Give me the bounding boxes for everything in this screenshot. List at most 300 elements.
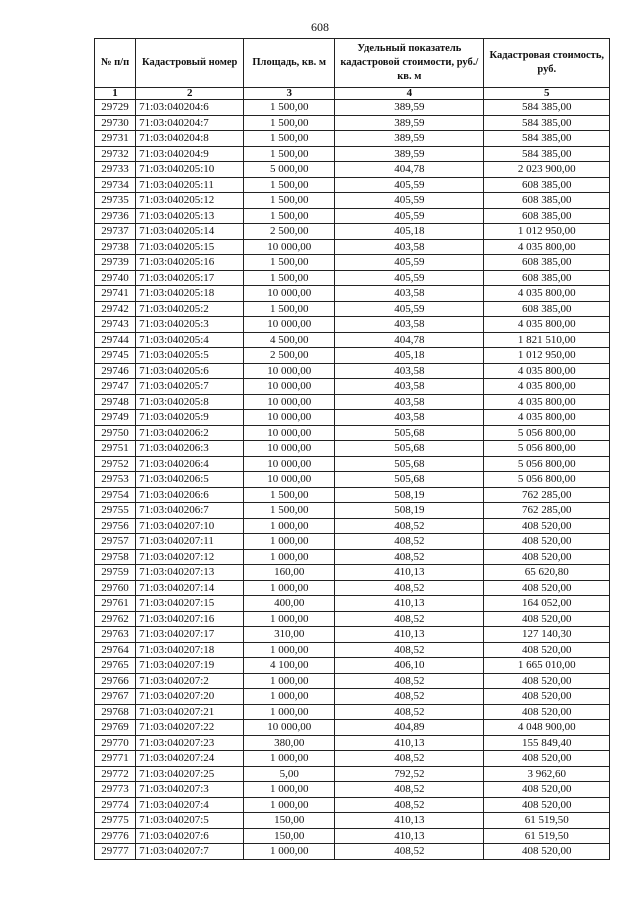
table-row xyxy=(95,580,610,596)
cadastral-number-cell: 71:03:040205:2 xyxy=(136,301,244,317)
table-row xyxy=(95,642,610,658)
cadastral-number-cell: 71:03:040206:3 xyxy=(136,441,244,457)
cadastral-value-cell: 61 519,50 xyxy=(484,828,610,844)
specific-value-cell: 408,52 xyxy=(335,611,484,627)
table-row xyxy=(95,487,610,503)
specific-value-cell: 389,59 xyxy=(335,115,484,131)
specific-value-cell: 505,68 xyxy=(335,456,484,472)
area-cell: 1 500,00 xyxy=(244,301,335,317)
cadastral-value-cell: 61 519,50 xyxy=(484,813,610,829)
row-number-cell: 29770 xyxy=(95,735,136,751)
area-cell: 1 500,00 xyxy=(244,193,335,209)
table-row xyxy=(95,782,610,798)
specific-value-cell: 403,58 xyxy=(335,410,484,426)
row-number-cell: 29732 xyxy=(95,146,136,162)
row-number-cell: 29742 xyxy=(95,301,136,317)
area-cell: 4 100,00 xyxy=(244,658,335,674)
table-row xyxy=(95,627,610,643)
cadastral-value-cell: 608 385,00 xyxy=(484,270,610,286)
cadastral-value-cell: 4 035 800,00 xyxy=(484,317,610,333)
area-cell: 160,00 xyxy=(244,565,335,581)
row-number-cell: 29733 xyxy=(95,162,136,178)
table-row xyxy=(95,720,610,736)
row-number-cell: 29758 xyxy=(95,549,136,565)
area-cell: 2 500,00 xyxy=(244,348,335,364)
table-row xyxy=(95,611,610,627)
specific-value-cell: 405,59 xyxy=(335,193,484,209)
cadastral-value-cell: 608 385,00 xyxy=(484,255,610,271)
specific-value-cell: 408,52 xyxy=(335,534,484,550)
table-row xyxy=(95,348,610,364)
cadastral-number-cell: 71:03:040207:24 xyxy=(136,751,244,767)
cadastral-value-cell: 584 385,00 xyxy=(484,146,610,162)
area-cell: 380,00 xyxy=(244,735,335,751)
cadastral-number-cell: 71:03:040205:10 xyxy=(136,162,244,178)
area-cell: 1 500,00 xyxy=(244,177,335,193)
area-cell: 1 500,00 xyxy=(244,208,335,224)
area-cell: 1 000,00 xyxy=(244,642,335,658)
area-cell: 1 500,00 xyxy=(244,146,335,162)
table-row xyxy=(95,239,610,255)
table-row xyxy=(95,441,610,457)
cadastral-value-cell: 762 285,00 xyxy=(484,503,610,519)
table-row xyxy=(95,100,610,116)
row-number-cell: 29739 xyxy=(95,255,136,271)
specific-value-cell: 403,58 xyxy=(335,286,484,302)
header-area: Площадь, кв. м xyxy=(244,39,335,88)
table-row xyxy=(95,410,610,426)
cadastral-value-cell: 408 520,00 xyxy=(484,782,610,798)
row-number-cell: 29759 xyxy=(95,565,136,581)
area-cell: 1 500,00 xyxy=(244,255,335,271)
area-cell: 10 000,00 xyxy=(244,317,335,333)
specific-value-cell: 505,68 xyxy=(335,425,484,441)
specific-value-cell: 792,52 xyxy=(335,766,484,782)
row-number-cell: 29768 xyxy=(95,704,136,720)
cadastral-value-cell: 408 520,00 xyxy=(484,580,610,596)
area-cell: 10 000,00 xyxy=(244,239,335,255)
area-cell: 1 000,00 xyxy=(244,689,335,705)
row-number-cell: 29775 xyxy=(95,813,136,829)
row-number-cell: 29766 xyxy=(95,673,136,689)
table-row xyxy=(95,813,610,829)
table-row xyxy=(95,363,610,379)
cadastral-value-cell: 5 056 800,00 xyxy=(484,456,610,472)
row-number-cell: 29767 xyxy=(95,689,136,705)
table-row xyxy=(95,549,610,565)
row-number-cell: 29744 xyxy=(95,332,136,348)
area-cell: 1 500,00 xyxy=(244,115,335,131)
cadastral-number-cell: 71:03:040207:23 xyxy=(136,735,244,751)
cadastral-value-cell: 408 520,00 xyxy=(484,704,610,720)
table-row xyxy=(95,286,610,302)
cadastral-number-cell: 71:03:040207:6 xyxy=(136,828,244,844)
row-number-cell: 29730 xyxy=(95,115,136,131)
cadastral-number-cell: 71:03:040206:7 xyxy=(136,503,244,519)
specific-value-cell: 404,78 xyxy=(335,162,484,178)
cadastral-value-cell: 584 385,00 xyxy=(484,131,610,147)
specific-value-cell: 404,78 xyxy=(335,332,484,348)
table-row xyxy=(95,131,610,147)
table-row xyxy=(95,208,610,224)
table-row xyxy=(95,704,610,720)
specific-value-cell: 389,59 xyxy=(335,146,484,162)
column-number: 3 xyxy=(244,88,335,100)
table-row xyxy=(95,193,610,209)
cadastral-value-cell: 127 140,30 xyxy=(484,627,610,643)
cadastral-value-cell: 65 620,80 xyxy=(484,565,610,581)
row-number-cell: 29755 xyxy=(95,503,136,519)
table-row xyxy=(95,658,610,674)
specific-value-cell: 408,52 xyxy=(335,844,484,860)
specific-value-cell: 405,18 xyxy=(335,348,484,364)
table-row xyxy=(95,394,610,410)
cadastral-number-cell: 71:03:040207:16 xyxy=(136,611,244,627)
specific-value-cell: 403,58 xyxy=(335,317,484,333)
area-cell: 1 000,00 xyxy=(244,782,335,798)
specific-value-cell: 404,89 xyxy=(335,720,484,736)
column-number: 1 xyxy=(95,88,136,100)
cadastral-value-cell: 608 385,00 xyxy=(484,193,610,209)
table-row xyxy=(95,689,610,705)
cadastral-number-cell: 71:03:040206:4 xyxy=(136,456,244,472)
specific-value-cell: 408,52 xyxy=(335,782,484,798)
page-number: 608 xyxy=(311,20,329,34)
header-cadastral-value: Кадастровая стоимость, руб. xyxy=(484,39,610,88)
area-cell: 2 500,00 xyxy=(244,224,335,240)
cadastral-value-cell: 608 385,00 xyxy=(484,177,610,193)
row-number-cell: 29752 xyxy=(95,456,136,472)
cadastral-number-cell: 71:03:040205:14 xyxy=(136,224,244,240)
table-row xyxy=(95,844,610,860)
cadastral-number-cell: 71:03:040204:7 xyxy=(136,115,244,131)
specific-value-cell: 508,19 xyxy=(335,487,484,503)
header-cadastral-number: Кадастровый номер xyxy=(136,39,244,88)
area-cell: 1 500,00 xyxy=(244,131,335,147)
cadastral-value-cell: 5 056 800,00 xyxy=(484,425,610,441)
area-cell: 10 000,00 xyxy=(244,394,335,410)
cadastral-number-cell: 71:03:040205:17 xyxy=(136,270,244,286)
area-cell: 1 000,00 xyxy=(244,704,335,720)
table-row xyxy=(95,751,610,767)
specific-value-cell: 408,52 xyxy=(335,751,484,767)
specific-value-cell: 408,52 xyxy=(335,642,484,658)
header-row xyxy=(95,39,610,88)
area-cell: 10 000,00 xyxy=(244,410,335,426)
area-cell: 150,00 xyxy=(244,828,335,844)
cadastral-number-cell: 71:03:040207:19 xyxy=(136,658,244,674)
specific-value-cell: 408,52 xyxy=(335,549,484,565)
row-number-cell: 29734 xyxy=(95,177,136,193)
row-number-cell: 29743 xyxy=(95,317,136,333)
specific-value-cell: 505,68 xyxy=(335,441,484,457)
row-number-cell: 29738 xyxy=(95,239,136,255)
table-row xyxy=(95,503,610,519)
table-row xyxy=(95,255,610,271)
specific-value-cell: 403,58 xyxy=(335,379,484,395)
table-row xyxy=(95,317,610,333)
cadastral-number-cell: 71:03:040204:8 xyxy=(136,131,244,147)
area-cell: 5 000,00 xyxy=(244,162,335,178)
row-number-cell: 29772 xyxy=(95,766,136,782)
column-number: 2 xyxy=(136,88,244,100)
row-number-cell: 29747 xyxy=(95,379,136,395)
cadastral-number-cell: 71:03:040205:4 xyxy=(136,332,244,348)
cadastral-value-cell: 408 520,00 xyxy=(484,611,610,627)
specific-value-cell: 508,19 xyxy=(335,503,484,519)
table-row xyxy=(95,270,610,286)
cadastral-number-cell: 71:03:040205:5 xyxy=(136,348,244,364)
area-cell: 1 000,00 xyxy=(244,751,335,767)
specific-value-cell: 408,52 xyxy=(335,797,484,813)
cadastral-value-cell: 4 035 800,00 xyxy=(484,286,610,302)
table-row xyxy=(95,797,610,813)
table-row xyxy=(95,518,610,534)
row-number-cell: 29741 xyxy=(95,286,136,302)
cadastral-number-cell: 71:03:040207:21 xyxy=(136,704,244,720)
cadastral-number-cell: 71:03:040207:13 xyxy=(136,565,244,581)
cadastral-number-cell: 71:03:040207:10 xyxy=(136,518,244,534)
cadastral-number-cell: 71:03:040206:5 xyxy=(136,472,244,488)
cadastral-value-cell: 4 048 900,00 xyxy=(484,720,610,736)
row-number-cell: 29737 xyxy=(95,224,136,240)
area-cell: 1 000,00 xyxy=(244,673,335,689)
specific-value-cell: 410,13 xyxy=(335,735,484,751)
cadastral-number-cell: 71:03:040205:13 xyxy=(136,208,244,224)
area-cell: 1 500,00 xyxy=(244,100,335,116)
cadastral-number-cell: 71:03:040207:20 xyxy=(136,689,244,705)
area-cell: 1 000,00 xyxy=(244,611,335,627)
row-number-cell: 29736 xyxy=(95,208,136,224)
cadastral-value-cell: 5 056 800,00 xyxy=(484,472,610,488)
cadastral-value-cell: 408 520,00 xyxy=(484,689,610,705)
table-row xyxy=(95,534,610,550)
specific-value-cell: 405,59 xyxy=(335,177,484,193)
specific-value-cell: 389,59 xyxy=(335,131,484,147)
cadastral-number-cell: 71:03:040207:2 xyxy=(136,673,244,689)
cadastral-number-cell: 71:03:040205:6 xyxy=(136,363,244,379)
specific-value-cell: 389,59 xyxy=(335,100,484,116)
cadastral-value-cell: 408 520,00 xyxy=(484,642,610,658)
cadastral-value-cell: 408 520,00 xyxy=(484,844,610,860)
cadastral-number-cell: 71:03:040205:8 xyxy=(136,394,244,410)
cadastral-value-cell: 408 520,00 xyxy=(484,751,610,767)
cadastral-value-cell: 5 056 800,00 xyxy=(484,441,610,457)
area-cell: 10 000,00 xyxy=(244,441,335,457)
row-number-cell: 29753 xyxy=(95,472,136,488)
cadastral-value-cell: 155 849,40 xyxy=(484,735,610,751)
cadastral-number-cell: 71:03:040205:18 xyxy=(136,286,244,302)
cadastral-value-cell: 584 385,00 xyxy=(484,100,610,116)
specific-value-cell: 403,58 xyxy=(335,394,484,410)
specific-value-cell: 410,13 xyxy=(335,813,484,829)
specific-value-cell: 410,13 xyxy=(335,596,484,612)
row-number-cell: 29762 xyxy=(95,611,136,627)
area-cell: 1 000,00 xyxy=(244,518,335,534)
table-row xyxy=(95,146,610,162)
column-number-row xyxy=(95,88,610,100)
row-number-cell: 29760 xyxy=(95,580,136,596)
cadastral-value-cell: 2 023 900,00 xyxy=(484,162,610,178)
table-row xyxy=(95,379,610,395)
cadastral-number-cell: 71:03:040205:7 xyxy=(136,379,244,395)
cadastral-number-cell: 71:03:040207:4 xyxy=(136,797,244,813)
row-number-cell: 29769 xyxy=(95,720,136,736)
table-row xyxy=(95,472,610,488)
table-row xyxy=(95,301,610,317)
area-cell: 150,00 xyxy=(244,813,335,829)
row-number-cell: 29735 xyxy=(95,193,136,209)
area-cell: 310,00 xyxy=(244,627,335,643)
row-number-cell: 29729 xyxy=(95,100,136,116)
cadastral-number-cell: 71:03:040204:9 xyxy=(136,146,244,162)
table-row xyxy=(95,177,610,193)
cadastral-value-cell: 164 052,00 xyxy=(484,596,610,612)
cadastral-value-cell: 4 035 800,00 xyxy=(484,394,610,410)
header-row-number: № п/п xyxy=(95,39,136,88)
specific-value-cell: 405,59 xyxy=(335,270,484,286)
cadastral-number-cell: 71:03:040207:22 xyxy=(136,720,244,736)
row-number-cell: 29765 xyxy=(95,658,136,674)
row-number-cell: 29748 xyxy=(95,394,136,410)
row-number-cell: 29745 xyxy=(95,348,136,364)
table-row xyxy=(95,565,610,581)
area-cell: 10 000,00 xyxy=(244,472,335,488)
cadastral-number-cell: 71:03:040207:15 xyxy=(136,596,244,612)
cadastral-value-cell: 3 962,60 xyxy=(484,766,610,782)
cadastral-number-cell: 71:03:040204:6 xyxy=(136,100,244,116)
row-number-cell: 29761 xyxy=(95,596,136,612)
row-number-cell: 29776 xyxy=(95,828,136,844)
table-row xyxy=(95,828,610,844)
row-number-cell: 29764 xyxy=(95,642,136,658)
cadastral-number-cell: 71:03:040207:12 xyxy=(136,549,244,565)
cadastral-number-cell: 71:03:040207:17 xyxy=(136,627,244,643)
area-cell: 10 000,00 xyxy=(244,379,335,395)
cadastral-number-cell: 71:03:040205:3 xyxy=(136,317,244,333)
cadastral-number-cell: 71:03:040206:6 xyxy=(136,487,244,503)
cadastral-value-cell: 1 821 510,00 xyxy=(484,332,610,348)
cadastral-value-cell: 408 520,00 xyxy=(484,518,610,534)
cadastral-number-cell: 71:03:040207:3 xyxy=(136,782,244,798)
table-row xyxy=(95,224,610,240)
specific-value-cell: 405,59 xyxy=(335,208,484,224)
row-number-cell: 29754 xyxy=(95,487,136,503)
table-row xyxy=(95,162,610,178)
area-cell: 1 500,00 xyxy=(244,503,335,519)
cadastral-number-cell: 71:03:040205:15 xyxy=(136,239,244,255)
cadastral-value-cell: 584 385,00 xyxy=(484,115,610,131)
cadastral-value-cell: 4 035 800,00 xyxy=(484,239,610,255)
row-number-cell: 29773 xyxy=(95,782,136,798)
cadastral-value-cell: 408 520,00 xyxy=(484,549,610,565)
cadastral-number-cell: 71:03:040205:9 xyxy=(136,410,244,426)
cadastral-value-cell: 408 520,00 xyxy=(484,797,610,813)
specific-value-cell: 408,52 xyxy=(335,689,484,705)
row-number-cell: 29757 xyxy=(95,534,136,550)
specific-value-cell: 403,58 xyxy=(335,239,484,255)
area-cell: 10 000,00 xyxy=(244,456,335,472)
cadastral-value-cell: 608 385,00 xyxy=(484,301,610,317)
table-row xyxy=(95,735,610,751)
row-number-cell: 29749 xyxy=(95,410,136,426)
area-cell: 10 000,00 xyxy=(244,425,335,441)
table-row xyxy=(95,596,610,612)
cadastral-value-cell: 762 285,00 xyxy=(484,487,610,503)
row-number-cell: 29777 xyxy=(95,844,136,860)
area-cell: 400,00 xyxy=(244,596,335,612)
specific-value-cell: 410,13 xyxy=(335,627,484,643)
area-cell: 1 000,00 xyxy=(244,844,335,860)
area-cell: 1 000,00 xyxy=(244,797,335,813)
specific-value-cell: 405,59 xyxy=(335,301,484,317)
row-number-cell: 29731 xyxy=(95,131,136,147)
row-number-cell: 29774 xyxy=(95,797,136,813)
row-number-cell: 29756 xyxy=(95,518,136,534)
area-cell: 1 500,00 xyxy=(244,487,335,503)
cadastral-number-cell: 71:03:040207:5 xyxy=(136,813,244,829)
table-row xyxy=(95,673,610,689)
table-row xyxy=(95,332,610,348)
area-cell: 10 000,00 xyxy=(244,363,335,379)
cadastral-number-cell: 71:03:040207:25 xyxy=(136,766,244,782)
area-cell: 1 000,00 xyxy=(244,549,335,565)
specific-value-cell: 406,10 xyxy=(335,658,484,674)
table-row xyxy=(95,766,610,782)
row-number-cell: 29771 xyxy=(95,751,136,767)
specific-value-cell: 405,18 xyxy=(335,224,484,240)
area-cell: 4 500,00 xyxy=(244,332,335,348)
area-cell: 1 000,00 xyxy=(244,580,335,596)
area-cell: 10 000,00 xyxy=(244,286,335,302)
cadastral-value-cell: 4 035 800,00 xyxy=(484,410,610,426)
cadastral-value-cell: 4 035 800,00 xyxy=(484,363,610,379)
specific-value-cell: 405,59 xyxy=(335,255,484,271)
specific-value-cell: 505,68 xyxy=(335,472,484,488)
cadastral-number-cell: 71:03:040207:7 xyxy=(136,844,244,860)
cadastral-value-table xyxy=(94,38,610,860)
cadastral-value-cell: 1 665 010,00 xyxy=(484,658,610,674)
cadastral-number-cell: 71:03:040205:16 xyxy=(136,255,244,271)
cadastral-value-cell: 408 520,00 xyxy=(484,534,610,550)
specific-value-cell: 408,52 xyxy=(335,580,484,596)
cadastral-number-cell: 71:03:040207:11 xyxy=(136,534,244,550)
table-row xyxy=(95,425,610,441)
cadastral-number-cell: 71:03:040205:11 xyxy=(136,177,244,193)
cadastral-value-cell: 408 520,00 xyxy=(484,673,610,689)
table-row xyxy=(95,456,610,472)
cadastral-number-cell: 71:03:040207:14 xyxy=(136,580,244,596)
row-number-cell: 29763 xyxy=(95,627,136,643)
cadastral-value-cell: 1 012 950,00 xyxy=(484,348,610,364)
specific-value-cell: 403,58 xyxy=(335,363,484,379)
cadastral-value-cell: 4 035 800,00 xyxy=(484,379,610,395)
row-number-cell: 29750 xyxy=(95,425,136,441)
row-number-cell: 29751 xyxy=(95,441,136,457)
row-number-cell: 29746 xyxy=(95,363,136,379)
table-body xyxy=(95,100,610,860)
header-specific-value: Удельный показатель кадастровой стоимости, руб./кв. м xyxy=(335,39,484,88)
area-cell: 10 000,00 xyxy=(244,720,335,736)
table-header xyxy=(95,39,610,100)
area-cell: 1 500,00 xyxy=(244,270,335,286)
cadastral-number-cell: 71:03:040207:18 xyxy=(136,642,244,658)
cadastral-number-cell: 71:03:040205:12 xyxy=(136,193,244,209)
specific-value-cell: 410,13 xyxy=(335,828,484,844)
cadastral-number-cell: 71:03:040206:2 xyxy=(136,425,244,441)
area-cell: 5,00 xyxy=(244,766,335,782)
specific-value-cell: 408,52 xyxy=(335,704,484,720)
